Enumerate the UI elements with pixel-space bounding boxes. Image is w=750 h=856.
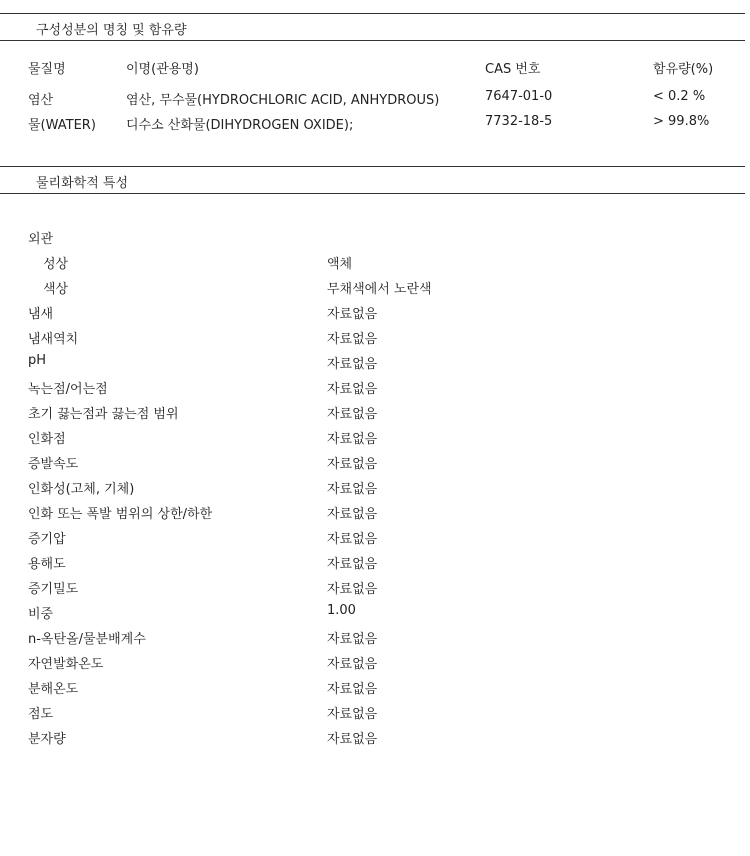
property-value: 자료없음 (327, 507, 378, 522)
property-row (0, 353, 750, 375)
property-label: 외관 (28, 232, 54, 247)
substance-alias: 디수소 산화물(DIHYDROGEN OXIDE); (126, 118, 354, 133)
property-row (0, 553, 750, 575)
property-label: 인화성(고체, 기체) (28, 482, 135, 497)
property-value: 자료없음 (327, 307, 378, 322)
property-row (0, 328, 750, 350)
property-value: 자료없음 (327, 332, 378, 347)
property-label: 비중 (28, 607, 54, 622)
property-value: 1.00 (327, 603, 356, 618)
property-row (0, 228, 750, 250)
property-row (0, 278, 750, 300)
property-value: 자료없음 (327, 707, 378, 722)
property-label: 색상 (43, 282, 69, 297)
property-row (0, 628, 750, 650)
header-alias: 이명(관용명) (126, 62, 199, 77)
property-label: 분해온도 (28, 682, 79, 697)
property-label: 성상 (43, 257, 69, 272)
composition-section-title: 구성성분의 명칭 및 함유량 (36, 23, 187, 38)
property-value: 자료없음 (327, 432, 378, 447)
cas-number: 7647-01-0 (485, 89, 553, 104)
property-value: 자료없음 (327, 657, 378, 672)
content-percent: < 0.2 % (653, 89, 706, 104)
property-value: 무채색에서 노란색 (327, 282, 432, 297)
property-label: pH (28, 353, 47, 368)
property-row (0, 453, 750, 475)
property-row (0, 478, 750, 500)
property-value: 자료없음 (327, 482, 378, 497)
property-row (0, 653, 750, 675)
properties-section-header (0, 166, 745, 194)
property-row (0, 703, 750, 725)
table-row (0, 89, 750, 109)
property-value: 자료없음 (327, 532, 378, 547)
header-content: 함유량(%) (653, 62, 714, 77)
composition-section-header (0, 13, 745, 41)
property-label: n-옥탄올/물분배계수 (28, 632, 146, 647)
property-label: 증기압 (28, 532, 66, 547)
property-label: 인화 또는 폭발 범위의 상한/하한 (28, 507, 213, 522)
property-row (0, 503, 750, 525)
content-percent: > 99.8% (653, 114, 710, 129)
property-row (0, 528, 750, 550)
substance-alias: 염산, 무수물(HYDROCHLORIC ACID, ANHYDROUS) (126, 93, 440, 108)
property-value: 자료없음 (327, 382, 378, 397)
property-label: 자연발화온도 (28, 657, 104, 672)
property-value: 자료없음 (327, 632, 378, 647)
cas-number: 7732-18-5 (485, 114, 553, 129)
property-row (0, 728, 750, 750)
table-row (0, 114, 750, 134)
substance-name: 물(WATER) (28, 118, 96, 133)
property-label: 초기 끓는점과 끓는점 범위 (28, 407, 179, 422)
substance-name: 염산 (28, 93, 54, 108)
property-value: 자료없음 (327, 557, 378, 572)
property-value: 자료없음 (327, 732, 378, 747)
property-row (0, 578, 750, 600)
property-label: 점도 (28, 707, 54, 722)
property-label: 용해도 (28, 557, 66, 572)
property-row (0, 403, 750, 425)
property-value: 자료없음 (327, 682, 378, 697)
properties-section-title: 물리화학적 특성 (36, 176, 129, 191)
property-label: 인화점 (28, 432, 66, 447)
property-row (0, 678, 750, 700)
property-label: 냄새 (28, 307, 54, 322)
property-value: 자료없음 (327, 582, 378, 597)
property-row (0, 303, 750, 325)
property-row (0, 428, 750, 450)
property-value: 자료없음 (327, 407, 378, 422)
property-row (0, 603, 750, 625)
property-value: 자료없음 (327, 357, 378, 372)
composition-header-row (0, 58, 750, 78)
property-label: 증기밀도 (28, 582, 79, 597)
property-row (0, 253, 750, 275)
property-value: 액체 (327, 257, 353, 272)
header-substance: 물질명 (28, 62, 66, 77)
property-row (0, 378, 750, 400)
property-label: 증발속도 (28, 457, 79, 472)
property-label: 녹는점/어는점 (28, 382, 108, 397)
property-label: 냄새역치 (28, 332, 79, 347)
property-value: 자료없음 (327, 457, 378, 472)
property-label: 분자량 (28, 732, 66, 747)
header-cas: CAS 번호 (485, 62, 541, 77)
